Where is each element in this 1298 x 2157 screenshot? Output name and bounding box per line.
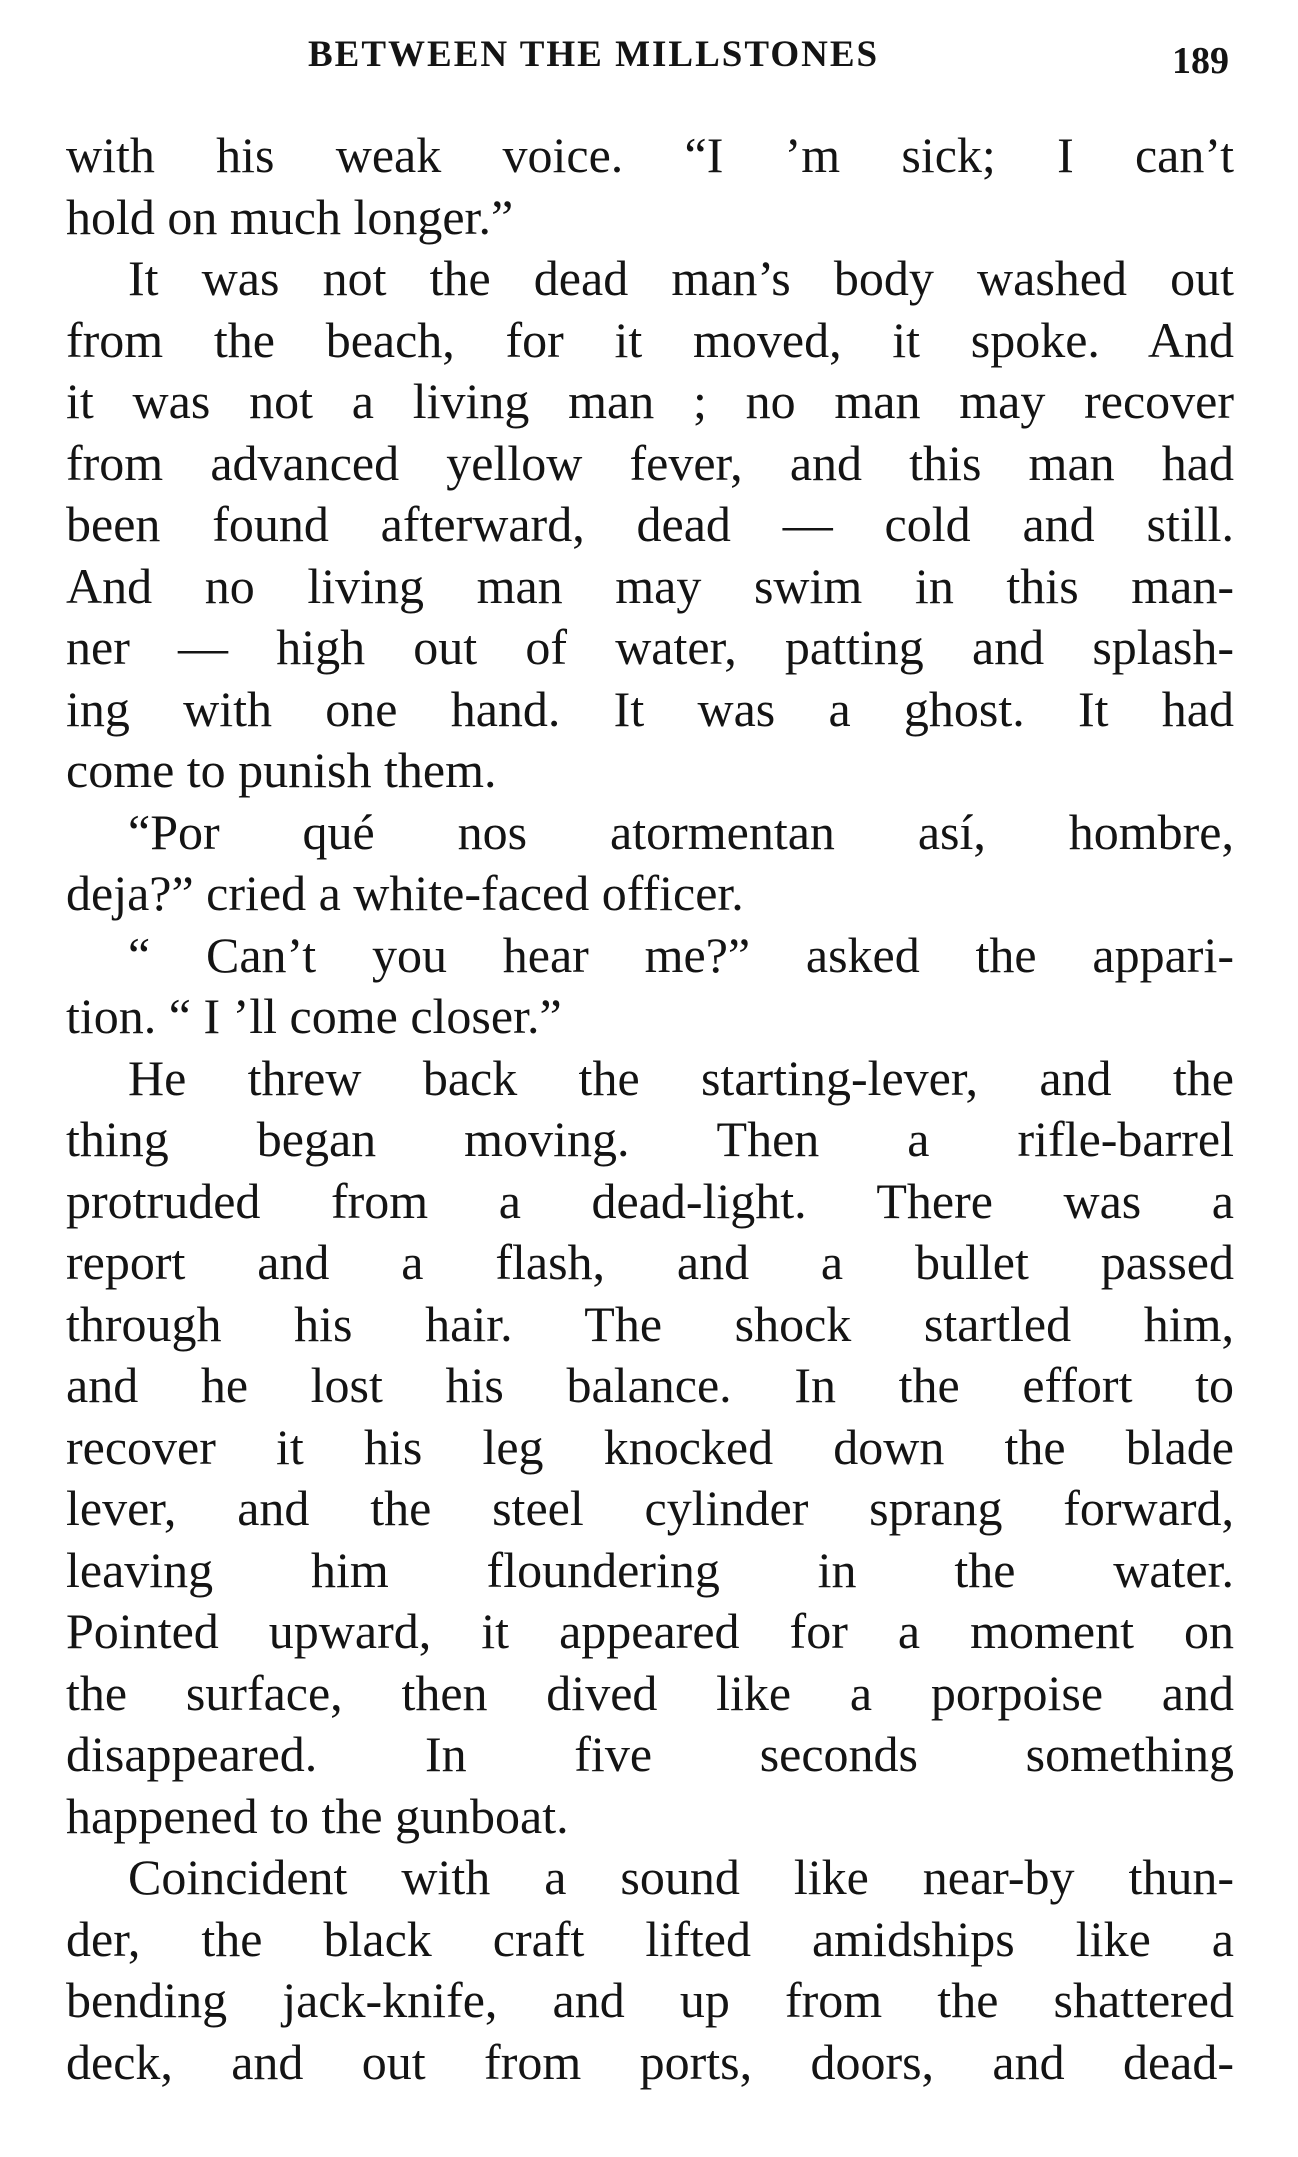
paragraph-start-line: He threw back the starting-lever, and the xyxy=(128,1049,1234,1106)
text-line: come to punish them. xyxy=(66,742,497,798)
text-line: and he lost his balance. In the effort to xyxy=(66,1357,1234,1413)
text-line: And no living man may swim in this man- xyxy=(66,557,1234,614)
text-line: recover it his leg knocked down the blade xyxy=(66,1418,1234,1475)
paragraph-start-line: Coincident with a sound like near-by thun- xyxy=(128,1849,1234,1905)
text-line: deja?” cried a white-faced officer. xyxy=(66,865,744,921)
text-line: leaving him floundering in the water. xyxy=(66,1541,1234,1598)
running-title: BETWEEN THE MILLSTONES xyxy=(308,34,880,75)
text-line: with his weak voice. “I ’m sick; I can’t xyxy=(66,127,1234,183)
text-line: tion. “ I ’ll come closer.” xyxy=(66,988,562,1044)
text-line: ner — high out of water, patting and splash- xyxy=(66,619,1234,675)
text-line: it was not a living man ; no man may recover xyxy=(66,373,1234,429)
text-line: der, the black craft lifted amidships like a xyxy=(66,1910,1234,1967)
text-line: thing began moving. Then a rifle-barrel xyxy=(66,1111,1234,1167)
page-number: 189 xyxy=(1172,40,1229,82)
paragraph-start-line: “Por qué nos atormentan así, hombre, xyxy=(128,803,1234,860)
text-line: happened to the gunboat. xyxy=(66,1787,569,1844)
text-line: report and a flash, and a bullet passed xyxy=(66,1234,1234,1290)
paragraph-start-line: It was not the dead man’s body washed out xyxy=(128,250,1234,306)
text-line: deck, and out from ports, doors, and dead- xyxy=(66,2033,1234,2090)
text-line: from the beach, for it moved, it spoke. And xyxy=(66,311,1234,368)
body-text xyxy=(66,125,1234,2093)
text-line: hold on much longer.” xyxy=(66,188,514,245)
text-line: disappeared. In five seconds something xyxy=(66,1726,1234,1782)
text-line: lever, and the steel cylinder sprang forward, xyxy=(66,1480,1234,1536)
paragraph-start-line: “ Can’t you hear me?” asked the appari- xyxy=(128,926,1234,983)
text-line: bending jack-knife, and up from the shattered xyxy=(66,1972,1234,2028)
text-line: been found afterward, dead — cold and still. xyxy=(66,496,1234,552)
text-line: Pointed upward, it appeared for a moment on xyxy=(66,1603,1234,1659)
text-line: through his hair. The shock startled him, xyxy=(66,1295,1234,1352)
text-line: the surface, then dived like a porpoise and xyxy=(66,1664,1234,1721)
text-line: from advanced yellow fever, and this man had xyxy=(66,434,1234,491)
running-head xyxy=(0,30,1298,80)
text-line: protruded from a dead-light. There was a xyxy=(66,1172,1234,1229)
text-line: ing with one hand. It was a ghost. It had xyxy=(66,680,1234,737)
